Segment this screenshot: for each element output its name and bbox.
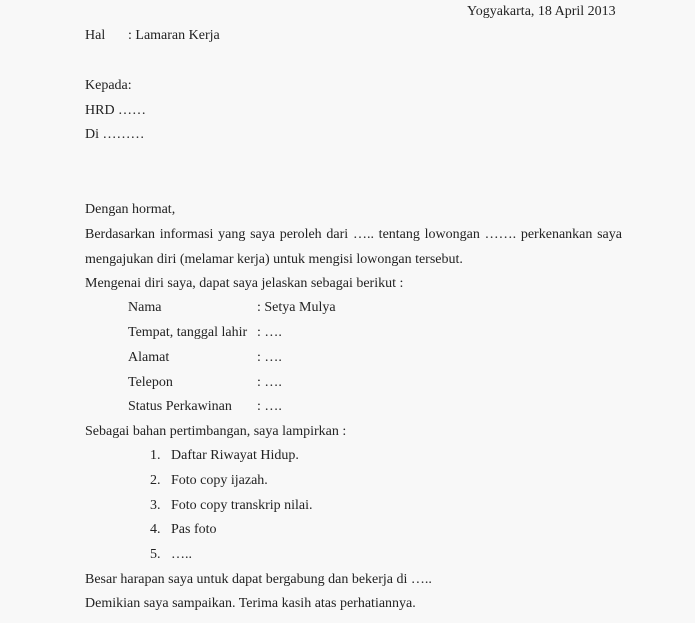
attachment-item: Foto copy transkrip nilai. — [171, 498, 313, 513]
detail-value-phone: : …. — [257, 375, 282, 390]
attachment-item: ….. — [171, 547, 192, 562]
greeting: Dengan hormat, — [85, 202, 176, 217]
detail-label-address: Alamat — [128, 350, 170, 365]
subject-value: : Lamaran Kerja — [128, 28, 220, 43]
detail-label-birth: Tempat, tanggal lahir — [128, 325, 248, 340]
place-date: Yogyakarta, 18 April 2013 — [467, 4, 616, 19]
details-intro: Mengenai diri saya, dapat saya jelaskan sebagai berikut : — [85, 276, 404, 291]
subject-label: Hal — [85, 28, 106, 43]
detail-value-name: : Setya Mulya — [257, 300, 336, 315]
detail-value-marital: : …. — [257, 399, 282, 414]
detail-label-marital: Status Perkawinan — [128, 399, 232, 414]
detail-label-name: Nama — [128, 300, 162, 315]
attachments-intro: Sebagai bahan pertimbangan, saya lampirkan : — [85, 424, 347, 439]
attachment-item: Pas foto — [171, 522, 217, 537]
recipient-location: Di ……… — [85, 127, 145, 142]
closing-hope: Besar harapan saya untuk dapat bergabung dan bekerja di ….. — [85, 572, 432, 587]
paragraph-line-1: Berdasarkan informasi yang saya peroleh dari ….. tentang lowongan ……. perkenankan saya — [85, 227, 622, 242]
recipient-hrd: HRD …… — [85, 103, 147, 118]
attachment-item: Foto copy ijazah. — [171, 473, 268, 488]
paragraph-line-2: mengajukan diri (melamar kerja) untuk mengisi lowongan tersebut. — [85, 252, 463, 267]
closing-thanks: Demikian saya sampaikan. Terima kasih atas perhatiannya. — [85, 596, 416, 611]
attachment-number: 3. — [150, 498, 161, 513]
attachment-number: 4. — [150, 522, 161, 537]
attachment-number: 2. — [150, 473, 161, 488]
recipient-to-label: Kepada: — [85, 78, 132, 93]
attachment-number: 1. — [150, 448, 161, 463]
attachment-number: 5. — [150, 547, 161, 562]
detail-value-address: : …. — [257, 350, 282, 365]
detail-label-phone: Telepon — [128, 375, 173, 390]
attachment-item: Daftar Riwayat Hidup. — [171, 448, 299, 463]
detail-value-birth: : …. — [257, 325, 282, 340]
